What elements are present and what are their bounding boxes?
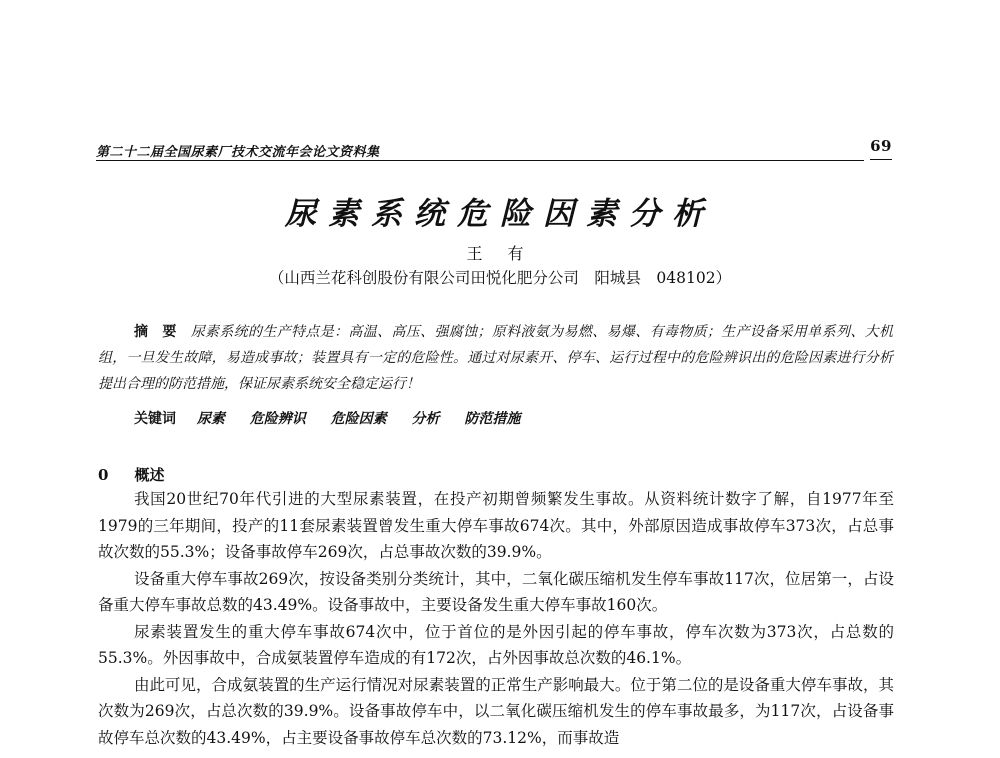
keyword-item: 分析 [411,411,440,427]
page-number-underline [870,159,892,160]
keyword-item: 危险因素 [330,411,387,427]
body-paragraph: 设备重大停车事故269次，按设备类别分类统计，其中，二氧化碳压缩机发生停车事故117次，位居第一，占设备重大停车事故总数的43.49%。设备事故中，主要设备发生重大停车事故160次。 [98,569,894,614]
author-name: 王 有 [466,244,534,263]
paper-title: 尿素系统危险因素分析 [285,196,715,232]
section-heading [98,464,164,485]
section-body [98,486,894,751]
body-paragraph: 尿素装置发生的重大停车事故674次中，位于首位的是外因引起的停车事故，停车次数为373次，占总数的55.3%。外因事故中，合成氨装置停车造成的有172次，占外因事故总次数的46.1%。 [98,622,894,667]
running-head [96,137,892,161]
body-paragraph: 由此可见，合成氨装置的生产运行情况对尿素装置的正常生产影响最大。位于第二位的是设备重大停车事故，其次数为269次，占总次数的39.9%。设备事故停车中，以二氧化碳压缩机发生的停车事故最多，为117次，占设备事故停车总次数的43.49%，占主要设备事故停车总次数的73.12%，而事故造 [98,675,894,747]
author-affiliation: （山西兰花科创股份有限公司田悦化肥分公司 阳城县 048102） [268,269,732,287]
abstract-text: 尿素系统的生产特点是：高温、高压、强腐蚀；原料液氨为易燃、易爆、有毒物质；生产设备采用单系列、大机组，一旦发生故障，易造成事故；装置具有一定的危险性。通过对尿素开、停车、运行过程中的危险辨识出的危险因素进行分析提出合理的防范措施，保证尿素系统安全稳定运行！ [98,324,894,392]
body-paragraph: 我国20世纪70年代引进的大型尿素装置，在投产初期曾频繁发生事故。从资料统计数字了解，自1977年至1979的三年期间，投产的11套尿素装置曾发生重大停车事故674次。其中，外部原因造成事故停车373次，占总事故次数的55.3%；设备事故停车269次，占总事故次数的39.9%。 [98,490,894,561]
keyword-item: 尿素 [196,411,225,427]
section-number: 0 [98,466,109,484]
keywords [134,408,894,428]
keywords-label: 关键词 [134,411,176,427]
running-head-title: 第二十二届全国尿素厂技术交流年会论文资料集 [96,145,380,160]
header-rule [96,160,864,161]
abstract-label: 摘要 [134,324,191,340]
section-title: 概述 [134,466,165,484]
page-number: 69 [870,137,892,155]
keyword-item: 防范措施 [464,411,521,427]
abstract [98,319,893,397]
keyword-item: 危险辨识 [249,411,306,427]
